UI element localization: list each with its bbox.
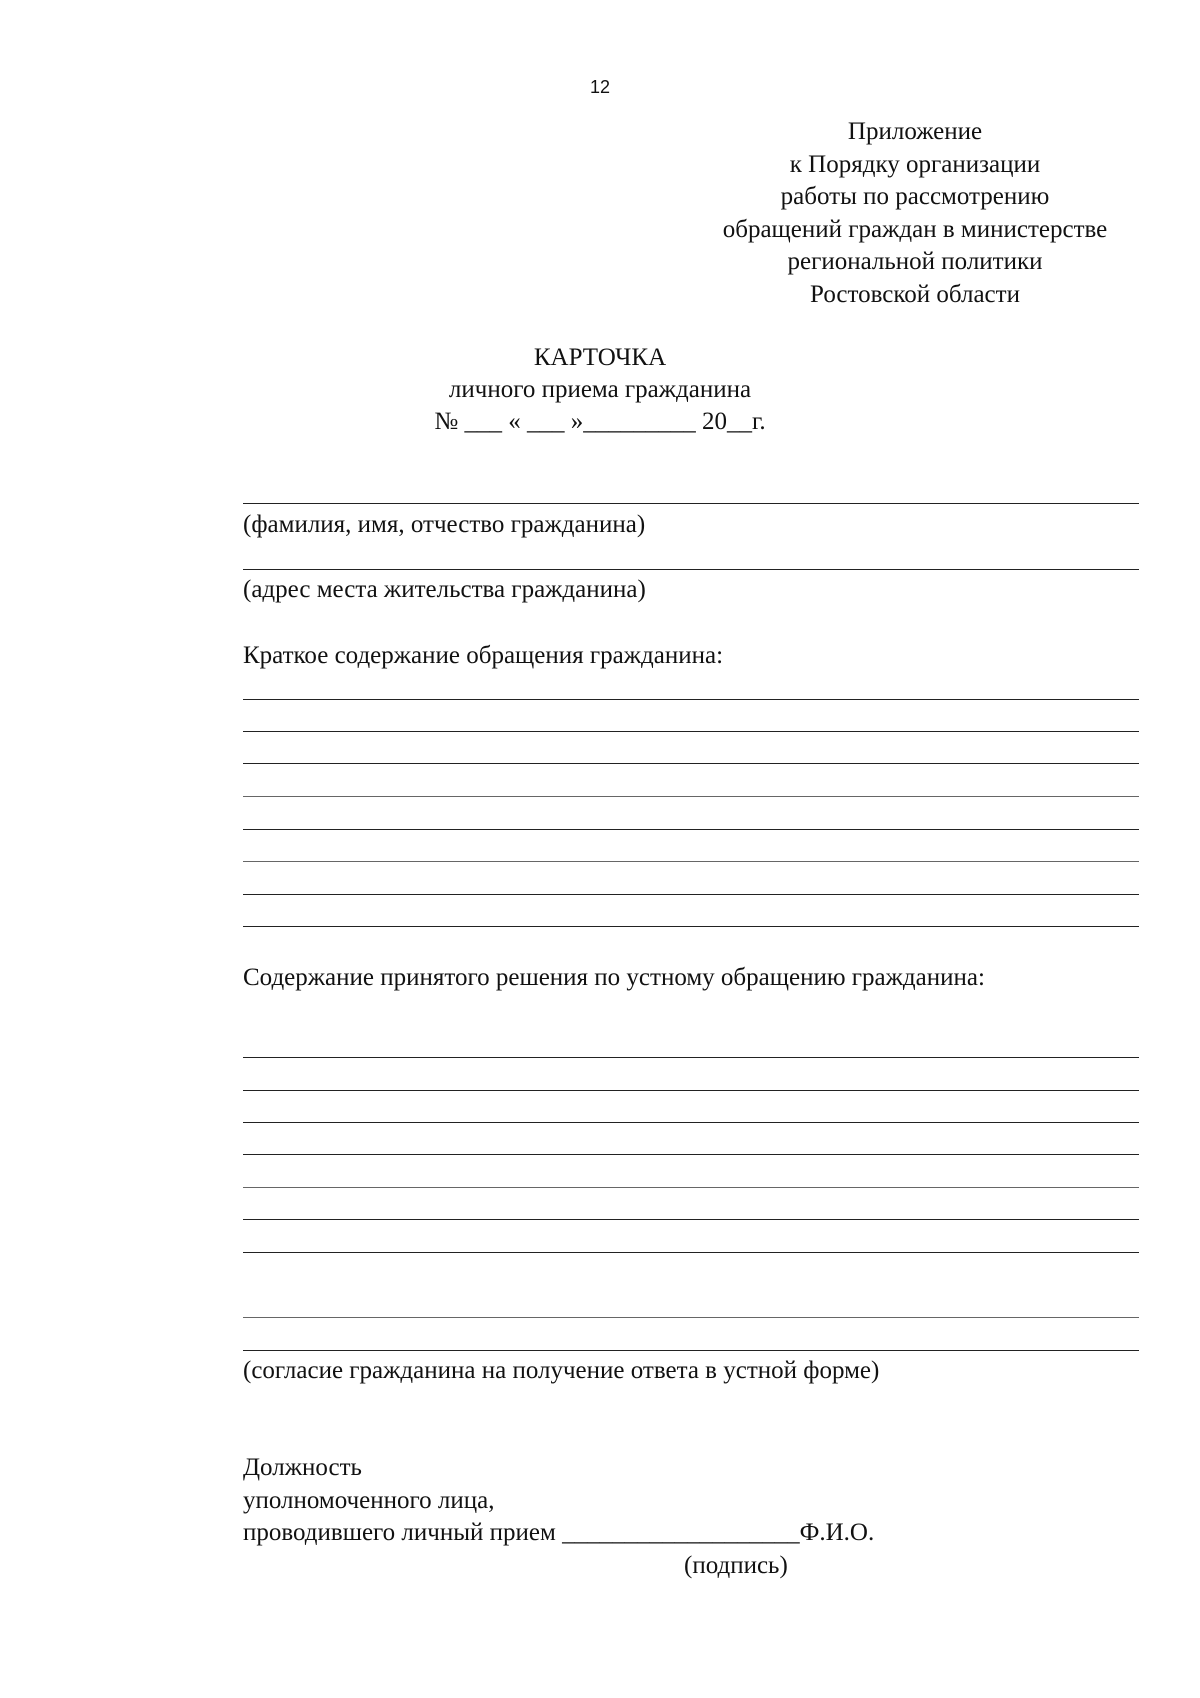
consent-line[interactable] [243,1350,1139,1351]
appendix-line: к Порядку организации [789,150,1041,178]
full-name-line[interactable] [243,503,1139,504]
consent-caption: (согласие гражданина на получение ответа в устной форме) [243,1357,880,1384]
appendix-line: региональной политики [787,248,1043,275]
appendix-line: обращений граждан в министерстве [722,215,1108,243]
signature-line[interactable]: проводившего личный прием ___________________Ф.И.О. [243,1519,875,1546]
appendix-line: Ростовской области [810,280,1020,308]
summary-line[interactable] [243,731,1139,732]
summary-line[interactable] [243,894,1139,895]
signature-official-label: уполномоченного лица, [243,1486,495,1514]
consent-line[interactable] [243,1317,1139,1318]
decision-line[interactable] [243,1252,1139,1253]
signature-caption: (подпись) [684,1552,788,1579]
card-number-date-line: № ___ « ___ »_________ 20__г. [434,408,766,435]
decision-line[interactable] [243,1154,1139,1155]
decision-heading: Содержание принятого решения по устному обращению гражданина: [243,964,985,991]
card-title: КАРТОЧКА [533,344,667,371]
address-line[interactable] [243,569,1139,570]
decision-line[interactable] [243,1057,1139,1058]
card-subtitle: личного приема гражданина [448,376,752,403]
page-number: 12 [589,77,611,97]
summary-line[interactable] [243,861,1139,862]
appendix-header [680,116,1150,311]
decision-line[interactable] [243,1187,1139,1188]
summary-line[interactable] [243,829,1139,830]
summary-line[interactable] [243,699,1139,700]
appendix-line: работы по рассмотрению [780,183,1050,210]
full-name-caption: (фамилия, имя, отчество гражданина) [243,511,646,538]
signature-block [243,1452,874,1550]
summary-heading: Краткое содержание обращения гражданина: [243,642,724,669]
signature-position-label: Должность [243,1454,362,1481]
card-title-block [0,342,1200,438]
summary-line[interactable] [243,796,1139,797]
decision-line[interactable] [243,1122,1139,1123]
appendix-line: Приложение [847,118,983,145]
summary-line[interactable] [243,926,1139,927]
decision-line[interactable] [243,1219,1139,1220]
summary-line[interactable] [243,763,1139,764]
decision-line[interactable] [243,1090,1139,1091]
address-caption: (адрес места жительства гражданина) [243,576,646,603]
